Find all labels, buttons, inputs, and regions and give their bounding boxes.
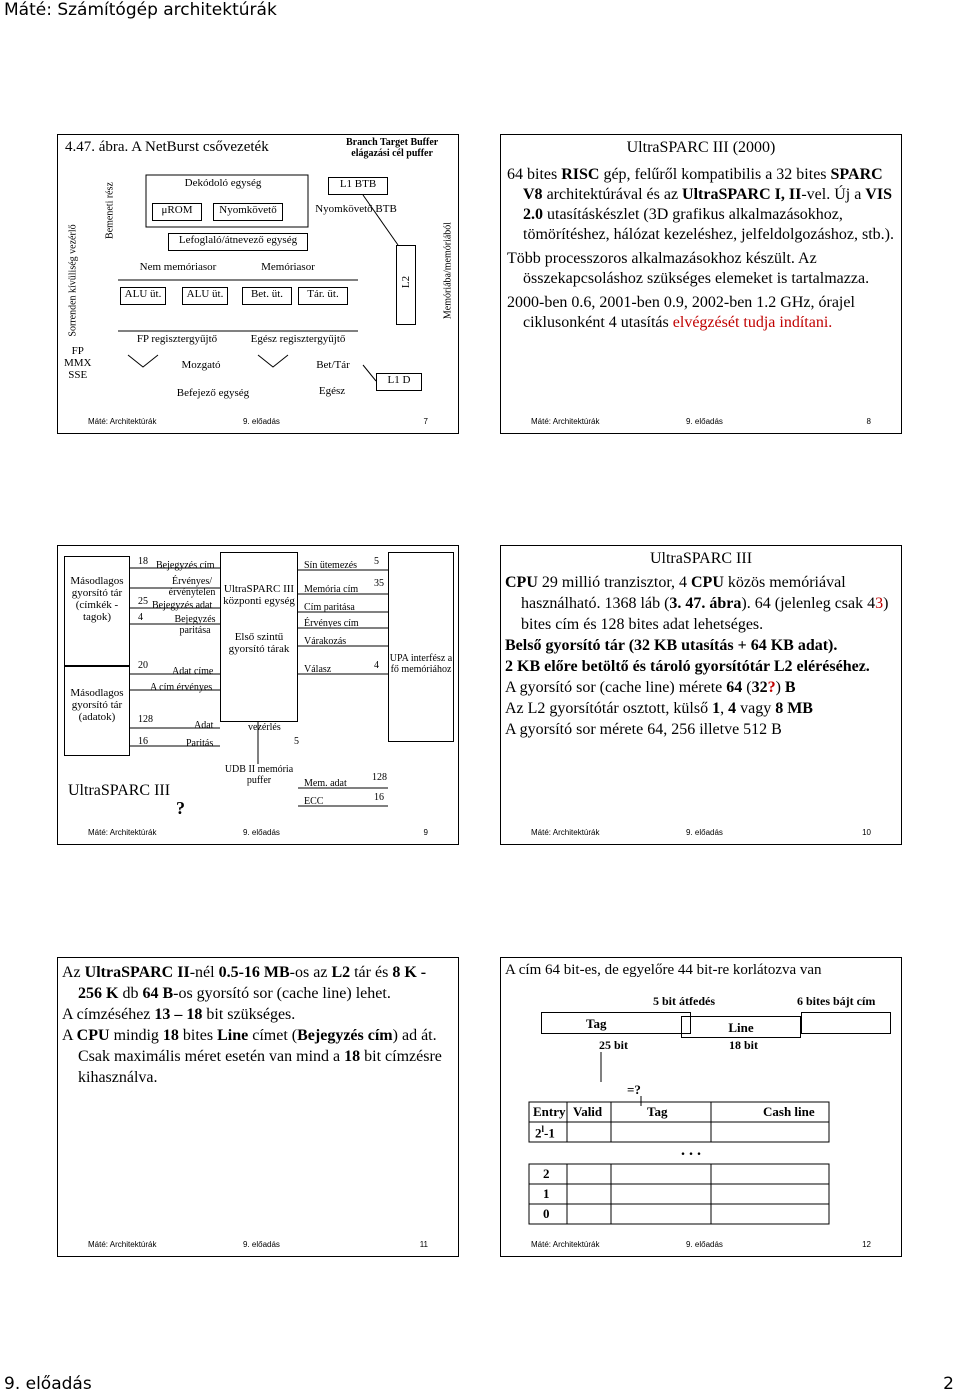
row-1: 1 bbox=[543, 1186, 550, 1201]
bet-box: Bet. üt. bbox=[242, 287, 292, 305]
data: Adat bbox=[194, 720, 214, 731]
entry-parity: Bejegyzés paritása bbox=[174, 614, 216, 636]
addr-parity: Cím paritása bbox=[304, 602, 355, 613]
n20: 20 bbox=[138, 660, 148, 671]
line-field: Line bbox=[681, 1016, 801, 1038]
col-tag: Tag bbox=[647, 1104, 668, 1119]
slide-body bbox=[505, 572, 897, 740]
parity: Paritás bbox=[186, 738, 214, 749]
footer-author: Máté: Architektúrák bbox=[531, 417, 600, 426]
entry-data: Bejegyzés adat bbox=[152, 600, 213, 611]
tracker-btb-box: Nyomkövető BTB bbox=[315, 203, 397, 215]
bus-timing: Sín ütemezés bbox=[304, 560, 358, 571]
page-footer-right: 2 bbox=[943, 1374, 954, 1394]
paragraph-2: A címzéséhez 13 – 18 bit szükséges. bbox=[62, 1006, 296, 1023]
mem-data: Mem. adat bbox=[304, 778, 347, 789]
slide-title: UltraSPARC III bbox=[649, 550, 753, 567]
l1-btb-box: L1 BTB bbox=[328, 177, 388, 195]
paragraph-6: A gyorsító sor mérete 64, 256 illetve 512 B bbox=[505, 721, 782, 738]
tag-field: Tag bbox=[541, 1012, 691, 1034]
footer-number: 12 bbox=[862, 1240, 871, 1249]
col-entry: Entry bbox=[533, 1104, 566, 1119]
slide-body bbox=[507, 165, 895, 333]
slide-title: UltraSPARC III bbox=[68, 782, 171, 799]
row-0: 0 bbox=[543, 1206, 550, 1221]
l1d-box: L1 D bbox=[376, 373, 422, 391]
compare-label: =? bbox=[627, 1082, 641, 1097]
slide-footer bbox=[531, 417, 871, 429]
n35: 35 bbox=[374, 578, 384, 589]
paragraph-4: A gyorsító sor (cache line) mérete 64 (32?) B bbox=[505, 679, 796, 696]
tracker-box: Nyomkövető bbox=[213, 203, 283, 221]
footer-author: Máté: Architektúrák bbox=[88, 1240, 157, 1249]
order-unit-label: Sorrenden kívüliség vezérlő bbox=[67, 224, 79, 337]
paragraph-3: A CPU mindig 18 bites Line címet (Bejegyzés cím) ad át. Csak maximális méret esetén van mind a 18 bit címzésre kihasználva. bbox=[62, 1027, 442, 1086]
n25: 25 bbox=[138, 596, 148, 607]
slide-body bbox=[62, 962, 454, 1088]
line-bits: 18 bit bbox=[729, 1038, 759, 1052]
tar-box: Tár. üt. bbox=[298, 287, 348, 305]
paragraph-1: Az UltraSPARC II-nél 0.5-16 MB-os az L2 tár és 8 K - 256 K db 64 B-os gyorsító sor (cache line) lehet. bbox=[62, 964, 427, 1002]
n5b: 5 bbox=[374, 556, 379, 567]
n4b: 4 bbox=[374, 660, 379, 671]
fp-mmx-sse-label: FP MMX SSE bbox=[64, 345, 92, 381]
row-top: 2$^l$-1 bbox=[535, 1124, 555, 1141]
slide-footer bbox=[88, 417, 428, 429]
slide-title: 4.47. ábra. A NetBurst csővezeték bbox=[65, 139, 269, 155]
footer-lecture: 9. előadás bbox=[243, 417, 280, 426]
col-valid: Valid bbox=[573, 1104, 603, 1119]
footer-number: 9 bbox=[423, 828, 428, 837]
pipeline-lines bbox=[58, 135, 458, 434]
reply: Válasz bbox=[304, 664, 332, 675]
slide-title: A cím 64 bit-es, de egyelőre 44 bit-re korlátozva van bbox=[505, 962, 822, 978]
slide-footer bbox=[88, 1240, 428, 1252]
waiting: Várakozás bbox=[304, 636, 347, 647]
n18: 18 bbox=[138, 556, 148, 567]
allocator-box: Lefoglaló/átnevező egység bbox=[168, 233, 308, 251]
memory-label: Memóriába/memóriából bbox=[442, 221, 454, 320]
branch-buffer-label: Branch Target Buffer elágazási cél puffer bbox=[346, 137, 439, 159]
dots: . . . bbox=[681, 1142, 701, 1159]
alu-box-2: ALU üt. bbox=[182, 287, 228, 305]
slide-8 bbox=[500, 134, 902, 434]
footer-lecture: 9. előadás bbox=[686, 417, 723, 426]
alu-box-1: ALU üt. bbox=[120, 287, 166, 305]
l2-data-box: Másodlagos gyorsító tár (adatok) bbox=[64, 666, 130, 756]
page-footer-left: 9. előadás bbox=[4, 1374, 92, 1394]
overlap-label: 5 bit átfedés bbox=[653, 994, 715, 1008]
slide-9 bbox=[57, 545, 459, 845]
row-2: 2 bbox=[543, 1166, 550, 1181]
n4a: 4 bbox=[138, 612, 143, 623]
entry-addr: Bejegyzés cím bbox=[156, 560, 215, 571]
slide-footer bbox=[88, 828, 428, 840]
paragraph-5: Az L2 gyorsítótár osztott, külső 1, 4 vagy 8 MB bbox=[505, 700, 813, 717]
paragraph-2: Több processzoros alkalmazásokhoz készült. Az összekapcsoláshoz szükséges elemeket is tartalmazza. bbox=[507, 250, 870, 287]
slide-12 bbox=[500, 957, 902, 1257]
mem-queue-box: Memóriasor bbox=[261, 261, 315, 273]
egesz-box: Egész bbox=[318, 385, 346, 397]
addr-valid: A cím érvényes bbox=[150, 682, 213, 693]
cpu-box: UltraSPARC III központi egység Első szintű gyorsító tárak bbox=[220, 552, 298, 722]
byte-addr-label: 6 bites bájt cím bbox=[797, 994, 876, 1008]
document-header: Máté: Számítógép architektúrák bbox=[4, 0, 277, 20]
data-addr: Adat címe bbox=[172, 666, 214, 677]
footer-number: 11 bbox=[419, 1240, 428, 1249]
footer-number: 7 bbox=[423, 417, 428, 426]
slide-11 bbox=[57, 957, 459, 1257]
paragraph-1: CPU 29 millió tranzisztor, 4 CPU közös memóriával használható. 1368 láb (3. 47. ábra). 64 (jelenleg csak 43) bites cím és 128 bites adat lehetséges. bbox=[505, 574, 889, 633]
valid-invalid: Érvényes/ érvénytelen bbox=[168, 576, 216, 598]
mem-addr: Memória cím bbox=[304, 584, 359, 595]
slide9-lines bbox=[58, 546, 458, 845]
upa-box: UPA interfész a fő memóriához bbox=[388, 552, 454, 742]
n16a: 16 bbox=[138, 736, 148, 747]
non-mem-queue-box: Nem memóriasor bbox=[139, 261, 217, 273]
footer-author: Máté: Architektúrák bbox=[531, 828, 600, 837]
mozgato-box: Mozgató bbox=[181, 359, 221, 371]
footer-author: Máté: Architektúrák bbox=[88, 417, 157, 426]
l2-label: L2 bbox=[400, 275, 412, 289]
n128b: 128 bbox=[372, 772, 387, 783]
slide-7 bbox=[57, 134, 459, 434]
col-cache: Cash line bbox=[763, 1104, 815, 1119]
fp-reg-box: FP regisztergyűjtő bbox=[136, 333, 218, 345]
l2-tags-box: Másodlagos gyorsító tár (címkék - tagok) bbox=[64, 556, 130, 666]
footer-author: Máté: Architektúrák bbox=[531, 1240, 600, 1249]
decoder-box: Dekódoló egység bbox=[184, 177, 262, 189]
befejezo-box: Befejező egység bbox=[176, 387, 250, 399]
valid-addr: Érvényes cím bbox=[304, 618, 359, 629]
footer-lecture: 9. előadás bbox=[686, 828, 723, 837]
input-label: Bemeneti rész bbox=[104, 182, 116, 239]
paragraph-1: 64 bites RISC gép, felűről kompatibilis a 32 bites SPARC V8 architektúrával és az UltraSPARC I, II-vel. Új a VIS 2.0 utasításkészlet (3D grafikus alkalmazásokhoz, tömörítéshez, hálózat kezeléshez, jelfeldolgozáshoz, stb.). bbox=[507, 166, 894, 243]
n5a: 5 bbox=[294, 736, 299, 747]
ecc: ECC bbox=[304, 796, 324, 807]
slide-footer bbox=[531, 1240, 871, 1252]
urom-box: μROM bbox=[152, 203, 202, 221]
int-reg-box: Egész regisztergyűjtő bbox=[250, 333, 346, 345]
paragraph-3: 2000-ben 0.6, 2001-ben 0.9, 2002-ben 1.2 GHz, órajel ciklusonként 4 utasítás elvégzését tudja indítani. bbox=[507, 294, 855, 331]
footer-number: 8 bbox=[866, 417, 871, 426]
bet-tar-box: Bet/Tár bbox=[316, 359, 350, 371]
udb-box: UDB II memória puffer bbox=[224, 764, 294, 786]
slide-10 bbox=[500, 545, 902, 845]
footer-author: Máté: Architektúrák bbox=[88, 828, 157, 837]
paragraph-2: Belső gyorsító tár (32 KB utasítás + 64 KB adat). bbox=[505, 637, 838, 654]
slide-footer bbox=[531, 828, 871, 840]
paragraph-3: 2 KB előre betöltő és tároló gyorsítótár L2 eléréséhez. bbox=[505, 658, 870, 675]
control: vezérlés bbox=[248, 722, 281, 733]
question-mark: ? bbox=[176, 798, 185, 818]
n16b: 16 bbox=[374, 792, 384, 803]
n128a: 128 bbox=[138, 714, 153, 725]
footer-number: 10 bbox=[862, 828, 871, 837]
footer-lecture: 9. előadás bbox=[686, 1240, 723, 1249]
footer-lecture: 9. előadás bbox=[243, 1240, 280, 1249]
slide-title: UltraSPARC III (2000) bbox=[626, 139, 776, 156]
footer-lecture: 9. előadás bbox=[243, 828, 280, 837]
tag-bits: 25 bit bbox=[599, 1038, 629, 1052]
